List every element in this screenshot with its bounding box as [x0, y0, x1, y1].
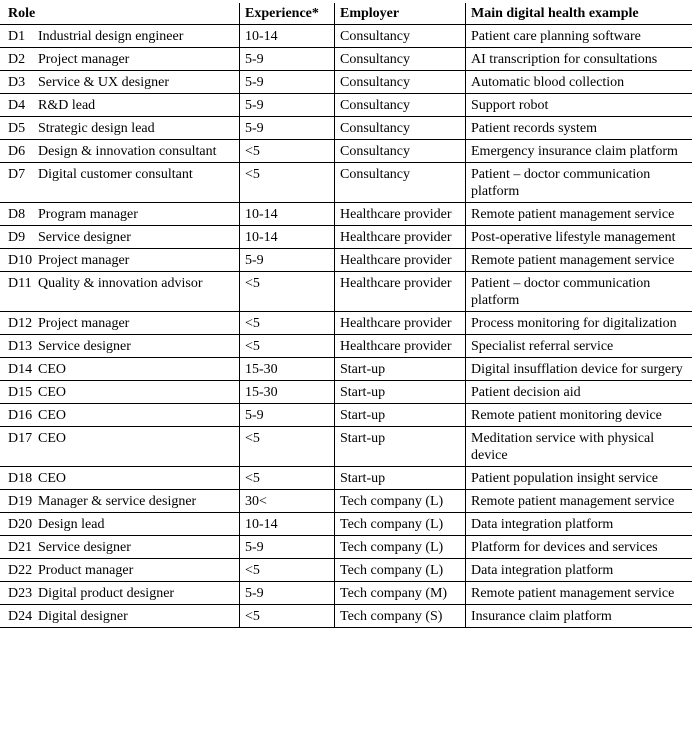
row-id: D11 [0, 272, 38, 312]
row-example: Remote patient monitoring device [466, 404, 693, 427]
header-employer: Employer [335, 3, 466, 25]
row-experience: <5 [240, 312, 335, 335]
row-role: Industrial design engineer [38, 25, 240, 48]
table-body [0, 25, 692, 628]
row-example: Patient records system [466, 117, 693, 140]
row-employer: Consultancy [335, 163, 466, 203]
row-example: Data integration platform [466, 559, 693, 582]
row-experience: <5 [240, 467, 335, 490]
row-experience: 5-9 [240, 48, 335, 71]
row-example: Patient population insight service [466, 467, 693, 490]
row-example: Support robot [466, 94, 693, 117]
row-role: Program manager [38, 203, 240, 226]
table-row [0, 513, 692, 536]
row-example: Remote patient management service [466, 582, 693, 605]
row-id: D13 [0, 335, 38, 358]
row-role: Digital product designer [38, 582, 240, 605]
table-row [0, 25, 692, 48]
row-employer: Consultancy [335, 94, 466, 117]
row-experience: 15-30 [240, 381, 335, 404]
row-example: Patient – doctor communication platform [466, 163, 693, 203]
table-row [0, 335, 692, 358]
row-role: Service designer [38, 536, 240, 559]
row-employer: Consultancy [335, 117, 466, 140]
row-id: D4 [0, 94, 38, 117]
row-experience: 5-9 [240, 536, 335, 559]
row-employer: Consultancy [335, 48, 466, 71]
row-id: D8 [0, 203, 38, 226]
row-employer: Consultancy [335, 25, 466, 48]
row-id: D1 [0, 25, 38, 48]
table-row [0, 272, 692, 312]
row-employer: Tech company (S) [335, 605, 466, 628]
row-employer: Tech company (L) [335, 536, 466, 559]
row-employer: Start-up [335, 427, 466, 467]
row-experience: 10-14 [240, 226, 335, 249]
row-role: CEO [38, 404, 240, 427]
row-id: D22 [0, 559, 38, 582]
row-role: Project manager [38, 249, 240, 272]
row-experience: 5-9 [240, 404, 335, 427]
row-experience: 30< [240, 490, 335, 513]
row-role: Project manager [38, 312, 240, 335]
row-role: Digital designer [38, 605, 240, 628]
row-example: Process monitoring for digitalization [466, 312, 693, 335]
row-employer: Consultancy [335, 71, 466, 94]
row-id: D16 [0, 404, 38, 427]
row-employer: Tech company (L) [335, 559, 466, 582]
row-role: CEO [38, 427, 240, 467]
table-row [0, 94, 692, 117]
row-employer: Healthcare provider [335, 249, 466, 272]
row-example: Platform for devices and services [466, 536, 693, 559]
table-row [0, 226, 692, 249]
row-example: AI transcription for consultations [466, 48, 693, 71]
row-id: D17 [0, 427, 38, 467]
table-row [0, 559, 692, 582]
table-row [0, 582, 692, 605]
row-role: Product manager [38, 559, 240, 582]
row-example: Digital insufflation device for surgery [466, 358, 693, 381]
row-id: D23 [0, 582, 38, 605]
row-example: Emergency insurance claim platform [466, 140, 693, 163]
row-experience: <5 [240, 335, 335, 358]
row-id: D18 [0, 467, 38, 490]
row-role: Strategic design lead [38, 117, 240, 140]
row-id: D7 [0, 163, 38, 203]
row-employer: Healthcare provider [335, 203, 466, 226]
participants-table [0, 3, 692, 628]
row-example: Automatic blood collection [466, 71, 693, 94]
row-role: Service & UX designer [38, 71, 240, 94]
row-experience: <5 [240, 427, 335, 467]
row-role: Project manager [38, 48, 240, 71]
row-example: Patient care planning software [466, 25, 693, 48]
row-id: D9 [0, 226, 38, 249]
row-experience: <5 [240, 272, 335, 312]
row-experience: 10-14 [240, 513, 335, 536]
row-experience: 5-9 [240, 71, 335, 94]
table-row [0, 490, 692, 513]
table-row [0, 427, 692, 467]
header-experience: Experience* [240, 3, 335, 25]
row-experience: 5-9 [240, 582, 335, 605]
row-id: D24 [0, 605, 38, 628]
row-id: D6 [0, 140, 38, 163]
row-role: Quality & innovation advisor [38, 272, 240, 312]
table-row [0, 404, 692, 427]
row-example: Meditation service with physical device [466, 427, 693, 467]
header-example: Main digital health example [466, 3, 693, 25]
row-example: Data integration platform [466, 513, 693, 536]
row-id: D14 [0, 358, 38, 381]
row-employer: Healthcare provider [335, 272, 466, 312]
row-example: Post-operative lifestyle management [466, 226, 693, 249]
table-row [0, 71, 692, 94]
row-example: Remote patient management service [466, 490, 693, 513]
row-experience: 15-30 [240, 358, 335, 381]
row-role: Design lead [38, 513, 240, 536]
row-experience: <5 [240, 605, 335, 628]
row-employer: Tech company (L) [335, 490, 466, 513]
table-row [0, 117, 692, 140]
row-employer: Healthcare provider [335, 312, 466, 335]
table-row [0, 358, 692, 381]
row-id: D20 [0, 513, 38, 536]
row-experience: 5-9 [240, 249, 335, 272]
table-row [0, 536, 692, 559]
row-id: D21 [0, 536, 38, 559]
row-role: Service designer [38, 335, 240, 358]
row-role: Service designer [38, 226, 240, 249]
row-role: Digital customer consultant [38, 163, 240, 203]
row-example: Remote patient management service [466, 249, 693, 272]
row-example: Patient – doctor communication platform [466, 272, 693, 312]
table-row [0, 249, 692, 272]
row-experience: 10-14 [240, 203, 335, 226]
row-example: Remote patient management service [466, 203, 693, 226]
row-experience: 5-9 [240, 117, 335, 140]
table-row [0, 203, 692, 226]
row-experience: <5 [240, 163, 335, 203]
row-id: D15 [0, 381, 38, 404]
row-role: CEO [38, 358, 240, 381]
row-employer: Start-up [335, 381, 466, 404]
row-employer: Tech company (L) [335, 513, 466, 536]
row-id: D5 [0, 117, 38, 140]
header-role: Role [0, 3, 240, 25]
row-employer: Healthcare provider [335, 335, 466, 358]
row-role: Manager & service designer [38, 490, 240, 513]
table-row [0, 467, 692, 490]
row-experience: 10-14 [240, 25, 335, 48]
row-id: D2 [0, 48, 38, 71]
row-employer: Start-up [335, 404, 466, 427]
row-experience: 5-9 [240, 94, 335, 117]
row-experience: <5 [240, 559, 335, 582]
table-row [0, 48, 692, 71]
table-row [0, 381, 692, 404]
row-id: D3 [0, 71, 38, 94]
row-id: D12 [0, 312, 38, 335]
table-row [0, 140, 692, 163]
row-employer: Start-up [335, 358, 466, 381]
table-row [0, 163, 692, 203]
row-employer: Start-up [335, 467, 466, 490]
row-role: CEO [38, 467, 240, 490]
row-employer: Consultancy [335, 140, 466, 163]
row-role: CEO [38, 381, 240, 404]
row-employer: Healthcare provider [335, 226, 466, 249]
table-row [0, 605, 692, 628]
row-role: Design & innovation consultant [38, 140, 240, 163]
row-id: D10 [0, 249, 38, 272]
table-header-row [0, 3, 692, 25]
row-example: Insurance claim platform [466, 605, 693, 628]
row-experience: <5 [240, 140, 335, 163]
row-example: Patient decision aid [466, 381, 693, 404]
table-row [0, 312, 692, 335]
row-id: D19 [0, 490, 38, 513]
row-employer: Tech company (M) [335, 582, 466, 605]
row-example: Specialist referral service [466, 335, 693, 358]
row-role: R&D lead [38, 94, 240, 117]
